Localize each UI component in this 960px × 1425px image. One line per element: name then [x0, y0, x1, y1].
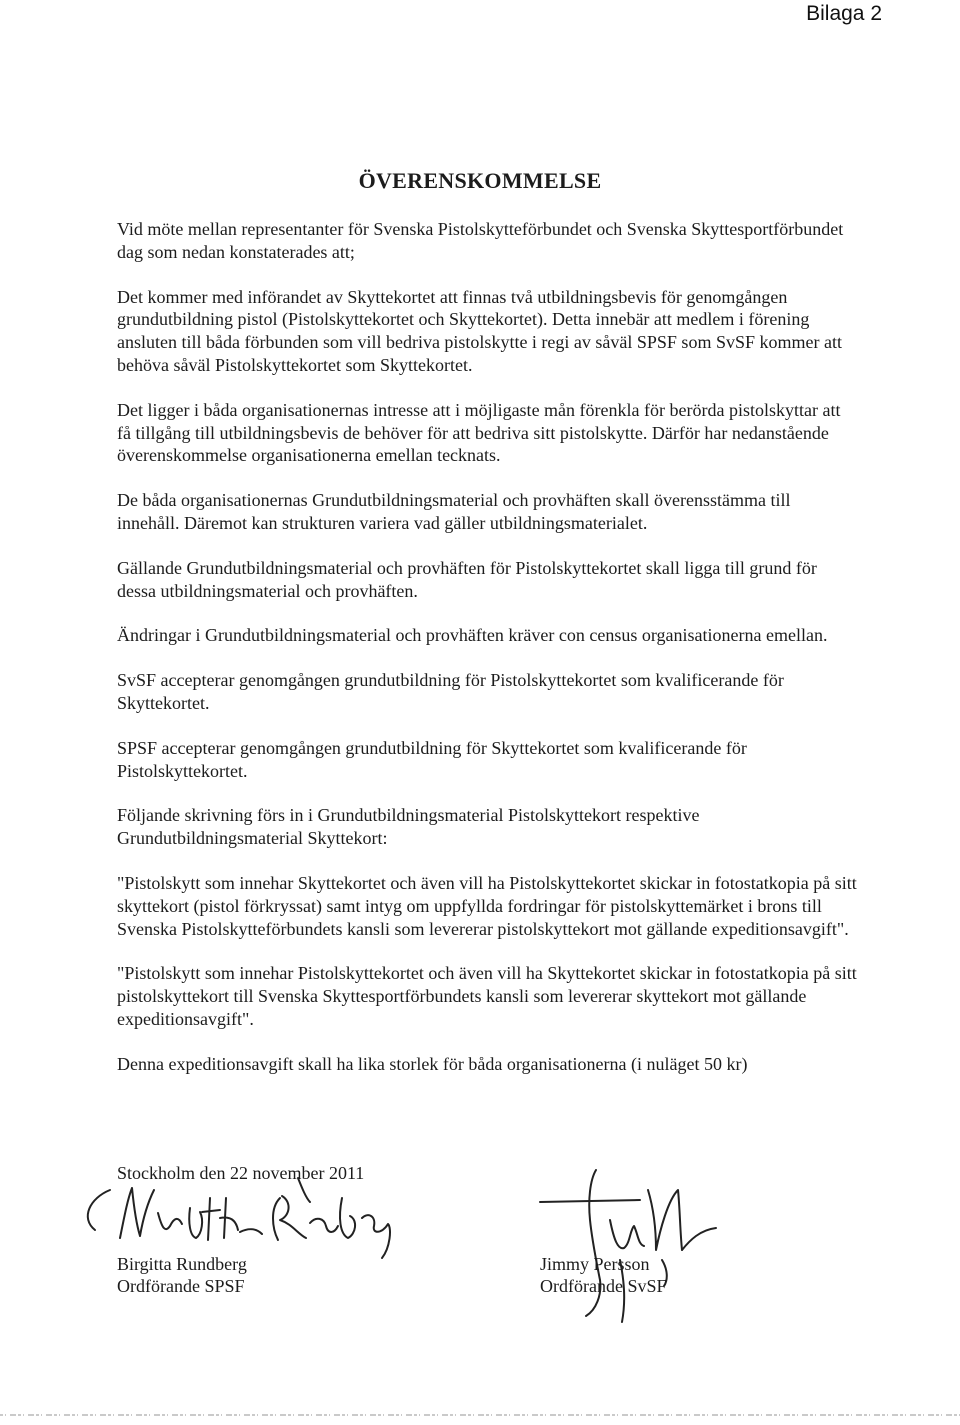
- paragraph: Det ligger i båda organisationernas intresse att i möjligaste mån förenkla för berörda pistolskyttar att få tillgång till utbildningsbevis de behöver för att bedriva sitt pistolskytte. Därför har nedanstående överenskommelse organisationerna emellan tecknats.: [117, 399, 841, 466]
- signatory-name-spsf: Birgitta Rundberg: [117, 1254, 247, 1274]
- signatory-role-svsf: Ordförande SvSF: [540, 1276, 667, 1296]
- signatory-role-spsf: Ordförande SPSF: [117, 1276, 245, 1296]
- paragraph: SPSF accepterar genomgången grundutbildning för Skyttekortet som kvalificerande för Pistolskyttekortet.: [117, 737, 747, 781]
- paragraph: Denna expeditionsavgift skall ha lika storlek för båda organisationerna (i nuläget 50 kr): [117, 1053, 748, 1074]
- paragraph-quote: "Pistolskytt som innehar Pistolskyttekortet och även vill ha Skyttekortet skickar in fotostatkopia på sitt pistolskyttekort till Svenska Skyttesportförbundets kansli som levererar skyttekort mot gällande expeditionsavgift".: [117, 963, 857, 1029]
- attachment-label: Bilaga 2: [806, 2, 882, 25]
- place-and-date: Stockholm den 22 november 2011: [117, 1163, 365, 1183]
- paragraph: De båda organisationernas Grundutbildningsmaterial och provhäften skall överensstämma till innehåll. Däremot kan strukturen variera vad gäller utbildningsmaterialet.: [117, 490, 791, 533]
- paragraph: Ändringar i Grundutbildningsmaterial och provhäften kräver con census organisationerna emellan.: [117, 625, 828, 646]
- paragraph-quote: "Pistolskytt som innehar Skyttekortet och även vill ha Pistolskyttekortet skickar in fotostatkopia på sitt skyttekort (pistol förkryssat) samt intyg om uppfyllda fordringar för pistolskyttemärket i brons till Svenska Pistolskytteförbundets kansli som levererar pistolskyttekort mot gällande expeditionsavgift".: [117, 872, 857, 939]
- paragraph: Följande skrivning förs in i Grundutbildningsmaterial Pistolskyttekort respektive Grundutbildningsmaterial Skyttekort:: [117, 805, 700, 849]
- signatory-name-svsf: Jimmy Persson: [540, 1254, 650, 1274]
- signature-right-handwriting: [530, 1160, 730, 1330]
- scan-edge-artifact: [0, 1411, 960, 1419]
- document-body: [117, 218, 857, 1098]
- paragraph: Gällande Grundutbildningsmaterial och provhäften för Pistolskyttekortet skall ligga till grund för dessa utbildningsmaterial och provhäften.: [117, 557, 817, 601]
- paragraph: SvSF accepterar genomgången grundutbildning för Pistolskyttekortet som kvalificerande för Skyttekortet.: [117, 670, 784, 713]
- paragraph: Det kommer med införandet av Skyttekortet att finnas två utbildningsbevis för genomgången grundutbildning pistol (Pistolskyttekortet och Skyttekortet). Detta innebär att medlem i förening ansluten till båda förbunden som vill bedriva pistolskytte i regi av såväl SPSF som SvSF kommer att behöva såväl Pistolskyttekortet som Skyttekortet.: [117, 286, 842, 375]
- document-title: ÖVERENSKOMMELSE: [358, 168, 602, 193]
- paragraph: Vid möte mellan representanter för Svenska Pistolskytteförbundet och Svenska Skyttesportförbundet dag som nedan konstaterades att;: [117, 219, 844, 262]
